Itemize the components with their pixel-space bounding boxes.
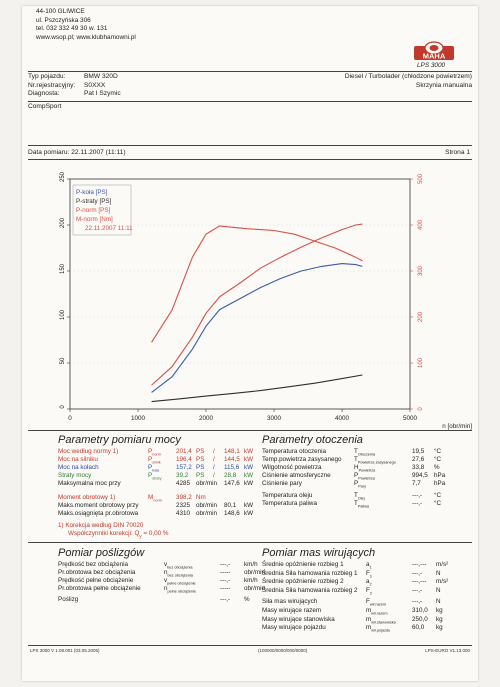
mass-symbol: $F_2$ bbox=[366, 586, 372, 596]
env-symbol: $P_{Powietrza}$ bbox=[354, 472, 375, 481]
legend-date: 22.11.2007 11:11 bbox=[85, 225, 133, 232]
param-value-2: 147,6 bbox=[224, 480, 240, 488]
param-value: 4310 bbox=[176, 510, 191, 518]
mass-value: ---,- bbox=[412, 598, 423, 606]
param-label: Moc na kołach bbox=[58, 464, 99, 472]
diag-value: Pat I Szymic bbox=[84, 90, 121, 97]
param-value: 201,4 bbox=[176, 448, 192, 455]
logo-caption: LPS 3000 bbox=[417, 62, 446, 69]
slip-value: ----- bbox=[220, 569, 231, 577]
measurement-date bbox=[28, 149, 126, 158]
vehicle-info bbox=[28, 73, 121, 99]
y-tick-label: 250 bbox=[60, 171, 66, 183]
param-value: 196,4 bbox=[176, 456, 192, 464]
env-value: 19,5 bbox=[412, 448, 425, 455]
date-label: Data pomiaru: bbox=[28, 149, 70, 156]
env-unit: °C bbox=[434, 500, 442, 508]
param-value-2: 148,1 bbox=[224, 448, 240, 455]
env-params-title: Parametry otoczenia bbox=[262, 434, 363, 446]
series-line-2 bbox=[152, 375, 363, 402]
legend-entry: M-norm [Nm] bbox=[76, 216, 113, 223]
param-value-2: 28,8 bbox=[224, 472, 237, 480]
param-symbol: $M_{norm}$ bbox=[148, 494, 162, 503]
mass-unit: m/s² bbox=[436, 578, 449, 586]
din-factor-sub: y bbox=[139, 533, 142, 539]
din-note: 1) Korekcja według DIN 70020 bbox=[58, 522, 144, 529]
mass-symbol: $F_1$ bbox=[366, 569, 372, 578]
param-value-2: 115,6 bbox=[224, 464, 240, 472]
company-address bbox=[36, 8, 136, 42]
slip-value: ---,- bbox=[220, 596, 231, 604]
y-tick-label: 150 bbox=[60, 263, 66, 275]
mass-value: ---,- bbox=[412, 569, 423, 577]
x-tick-label: 3000 bbox=[266, 415, 282, 422]
env-symbol: $T_{Powietrza zasysanego}$ bbox=[354, 456, 396, 465]
legend-entry: P-koła [PS] bbox=[76, 189, 108, 196]
legend-entry: P-straty [PS] bbox=[76, 198, 112, 205]
param-label: Straty mocy bbox=[58, 472, 92, 480]
slip-unit: km/h bbox=[244, 561, 258, 568]
env-value: ---,- bbox=[412, 492, 423, 499]
type-value: BMW 320D bbox=[84, 73, 118, 80]
env-value: ---,- bbox=[412, 500, 423, 508]
mass-value: 310,0 bbox=[412, 607, 428, 614]
mass-unit: N bbox=[436, 586, 441, 594]
power-torque-chart bbox=[22, 161, 478, 431]
footer-left: LPS 3000 V 1.09.001 (03.05.2005) bbox=[30, 648, 100, 653]
y2-tick-label: 0 bbox=[418, 407, 424, 411]
mass-value: ---,--- bbox=[412, 561, 427, 568]
logo-word: MAHA bbox=[422, 51, 446, 61]
param-value-2: 80,1 bbox=[224, 502, 237, 510]
x-tick-label: 2000 bbox=[198, 415, 214, 422]
address-line: tel. 032 332 49 30 w. 131 bbox=[36, 25, 108, 33]
param-unit: obr/min bbox=[196, 480, 217, 488]
y2-tick-label: 200 bbox=[418, 311, 424, 323]
mass-symbol: $F_{wir.razem}$ bbox=[366, 598, 387, 607]
mass-unit: kg bbox=[436, 615, 443, 623]
env-label: Ciśnienie pary bbox=[262, 480, 302, 488]
slip-title: Pomiar poślizgów bbox=[58, 547, 145, 559]
mass-value: 250,0 bbox=[412, 615, 428, 623]
env-label: Temperatura oleju bbox=[262, 492, 313, 499]
slip-unit: obr/min bbox=[244, 569, 265, 577]
env-value: 994,5 bbox=[412, 472, 428, 480]
slip-label: Pr.obrotowa bez obciążenia bbox=[58, 569, 136, 577]
mass-label: Średnia Siła hamowania rozbieg 1 bbox=[262, 569, 358, 577]
param-symbol: $P_{straty}$ bbox=[148, 472, 162, 481]
param-value: 39,2 bbox=[176, 472, 189, 480]
param-separator: / bbox=[213, 464, 215, 472]
y2-tick-label: 100 bbox=[418, 357, 424, 369]
mass-unit: m/s² bbox=[436, 561, 449, 568]
slip-value: ---,- bbox=[220, 577, 231, 585]
address-line: ul. Pszczyńska 306 bbox=[36, 16, 91, 24]
env-label: Temperatura otoczenia bbox=[262, 448, 327, 455]
slip-symbol: $v_{bez obciążenia}$ bbox=[164, 561, 193, 570]
mass-symbol: $a_1$ bbox=[366, 561, 372, 570]
footer-right: LPS-EURO V1.13.000 bbox=[425, 648, 470, 653]
mass-label: Masy wirujące razem bbox=[262, 607, 322, 614]
env-unit: % bbox=[434, 464, 440, 472]
mass-symbol: $m_{wir.pojazdu}$ bbox=[366, 624, 391, 633]
env-label: Temp.powietrza zasysanego bbox=[262, 456, 342, 464]
param-unit: Nm bbox=[196, 494, 206, 501]
x-tick-label: 5000 bbox=[402, 415, 418, 422]
param-symbol: $P_{norm}$ bbox=[148, 448, 161, 457]
comment: CompSport bbox=[28, 103, 62, 110]
y-tick-label: 200 bbox=[60, 217, 66, 229]
slip-unit: km/h bbox=[244, 577, 258, 585]
param-value-2: 144,5 bbox=[224, 456, 240, 464]
masses-title: Pomiar mas wirujących bbox=[262, 547, 376, 559]
slip-label: Poślizg bbox=[58, 596, 79, 604]
param-value: 2325 bbox=[176, 502, 191, 510]
param-value: 157,2 bbox=[176, 464, 192, 472]
mass-label: Masy wirujące stanowiska bbox=[262, 615, 335, 623]
mass-symbol: $m_{wir.stanowiska}$ bbox=[366, 615, 396, 624]
mass-label: Średnie opóźnienie rozbieg 2 bbox=[262, 578, 344, 586]
engine-info bbox=[345, 73, 472, 90]
slip-label: Pr.obrotowa pełne obciążenie bbox=[58, 585, 141, 593]
y-tick-label: 100 bbox=[60, 309, 66, 321]
env-value: 27,6 bbox=[412, 456, 425, 464]
mass-unit: kg bbox=[436, 607, 443, 614]
din-factor-label: Współczynniki korekcji: Q bbox=[68, 530, 140, 537]
mass-unit: N bbox=[436, 569, 441, 577]
env-symbol: $T_{Otoczenia}$ bbox=[354, 448, 375, 457]
mass-label: Siła mas wirujących bbox=[262, 598, 318, 606]
param-label: Moc na silniku bbox=[58, 456, 98, 464]
slip-label: Prędkość bez obciążenia bbox=[58, 561, 129, 568]
reg-value: S0XXX bbox=[84, 81, 106, 89]
reg-label: Nr.rejestracyjny: bbox=[28, 81, 76, 89]
env-label: Wilgotność powietrza bbox=[262, 464, 322, 472]
legend-entry: P-norm [PS] bbox=[76, 207, 111, 214]
env-unit: °C bbox=[434, 492, 442, 499]
param-unit-2: kW bbox=[244, 464, 254, 472]
slip-symbol: $n_{bez obciążenia}$ bbox=[164, 569, 193, 578]
env-value: 7,7 bbox=[412, 480, 421, 488]
param-label: Moment obrotowy 1) bbox=[58, 494, 116, 501]
param-label: Maks.moment obrotowy przy bbox=[58, 502, 139, 510]
page-number: Strona 1 bbox=[445, 149, 470, 156]
slip-symbol: $v_{pełne obciążenie}$ bbox=[164, 577, 196, 586]
param-unit: obr/min bbox=[196, 510, 217, 518]
param-unit-2: kW bbox=[244, 480, 254, 488]
param-unit: obr/min bbox=[196, 502, 217, 510]
env-symbol: $P_{Pary}$ bbox=[354, 480, 367, 489]
slip-label: Prędkość pełne obciążenie bbox=[58, 577, 134, 585]
param-unit-2: kW bbox=[244, 502, 254, 510]
param-unit: PS bbox=[196, 472, 205, 480]
param-separator: / bbox=[213, 448, 215, 455]
mass-symbol: $m_{wir.razem}$ bbox=[366, 607, 388, 616]
y-tick-label: 50 bbox=[60, 357, 66, 365]
param-label: Maks.osiągnięta pr.obrotowa bbox=[58, 510, 139, 518]
param-label: Maksymalna moc przy bbox=[58, 480, 121, 488]
din-factor-value: = 0,00 % bbox=[143, 530, 169, 537]
address-line: www.wsop.pl; www.klubhamowni.pl bbox=[36, 33, 136, 41]
x-tick-label: 1000 bbox=[130, 415, 146, 422]
param-unit-2: kW bbox=[244, 472, 254, 480]
x-axis-label: n [obr/min] bbox=[442, 423, 472, 430]
slip-value: ----- bbox=[220, 585, 231, 593]
env-label: Ciśnienie atmosferyczne bbox=[262, 472, 331, 480]
slip-unit: obr/min bbox=[244, 585, 265, 593]
gearbox-type: Skrzynia manualna bbox=[415, 81, 472, 89]
param-unit: PS bbox=[196, 448, 205, 455]
slip-value: ---,- bbox=[220, 561, 231, 568]
x-tick-label: 4000 bbox=[334, 415, 350, 422]
diag-label: Diagnosta: bbox=[28, 90, 60, 97]
mass-symbol: $a_2$ bbox=[366, 578, 372, 587]
mass-value: ---,--- bbox=[412, 578, 427, 586]
engine-type: Diesel / Turbolader (chłodzone powietrzem) bbox=[344, 73, 472, 80]
series-line-4 bbox=[152, 226, 363, 342]
param-label: Moc według normy 1) bbox=[58, 448, 119, 455]
env-unit: °C bbox=[434, 456, 442, 464]
mass-value: ---,- bbox=[412, 586, 423, 594]
slip-symbol: $n_{pełne obciążenie}$ bbox=[164, 585, 197, 594]
param-unit-2: kW bbox=[244, 448, 254, 455]
type-label: Typ pojazdu: bbox=[28, 73, 66, 80]
param-value: 4285 bbox=[176, 480, 191, 488]
x-tick-label: 0 bbox=[68, 415, 72, 422]
footer-mid: (100000/0000/000/0000) bbox=[258, 648, 308, 653]
param-unit: PS bbox=[196, 464, 205, 472]
mass-label: Średnia Siła hamowania rozbieg 2 bbox=[262, 586, 358, 594]
param-unit-2: kW bbox=[244, 456, 254, 464]
report-page bbox=[22, 6, 478, 681]
series-line-1 bbox=[152, 264, 363, 393]
y2-tick-label: 500 bbox=[418, 173, 424, 185]
mass-label: Średnie opóźnienie rozbieg 1 bbox=[262, 561, 344, 568]
mass-label: Masy wirujące pojazdu bbox=[262, 624, 326, 632]
din-factor bbox=[68, 530, 168, 538]
param-value-2: 148,6 bbox=[224, 510, 240, 518]
param-unit: PS bbox=[196, 456, 205, 464]
env-value: 33,8 bbox=[412, 464, 425, 472]
env-label: Temperatura paliwa bbox=[262, 500, 317, 508]
y2-tick-label: 400 bbox=[418, 219, 424, 231]
date-value: 22.11.2007 (11:11) bbox=[71, 149, 126, 156]
mass-unit: kg bbox=[436, 624, 443, 632]
env-symbol: $H_{Powietrza}$ bbox=[354, 464, 376, 473]
y-tick-label: 0 bbox=[60, 405, 66, 409]
param-unit-2: kW bbox=[244, 510, 254, 518]
mass-value: 60,0 bbox=[412, 624, 425, 632]
address-line: 44-100 GLIWICE bbox=[36, 8, 85, 15]
env-unit: hPa bbox=[434, 472, 446, 480]
param-value: 398,2 bbox=[176, 494, 192, 501]
env-unit: °C bbox=[434, 448, 442, 455]
mass-unit: N bbox=[436, 598, 441, 606]
y2-tick-label: 300 bbox=[418, 265, 424, 277]
param-separator: / bbox=[213, 456, 215, 464]
env-symbol: $T_{Olej}$ bbox=[354, 492, 365, 501]
env-symbol: $T_{Paliwa}$ bbox=[354, 500, 370, 509]
param-symbol: $P_{koła}$ bbox=[148, 464, 160, 473]
env-unit: hPa bbox=[434, 480, 446, 488]
power-params-title: Parametry pomiaru mocy bbox=[58, 434, 181, 446]
param-symbol: $P_{silnik}$ bbox=[148, 456, 161, 465]
param-separator: / bbox=[213, 472, 215, 480]
slip-unit: % bbox=[244, 596, 250, 604]
